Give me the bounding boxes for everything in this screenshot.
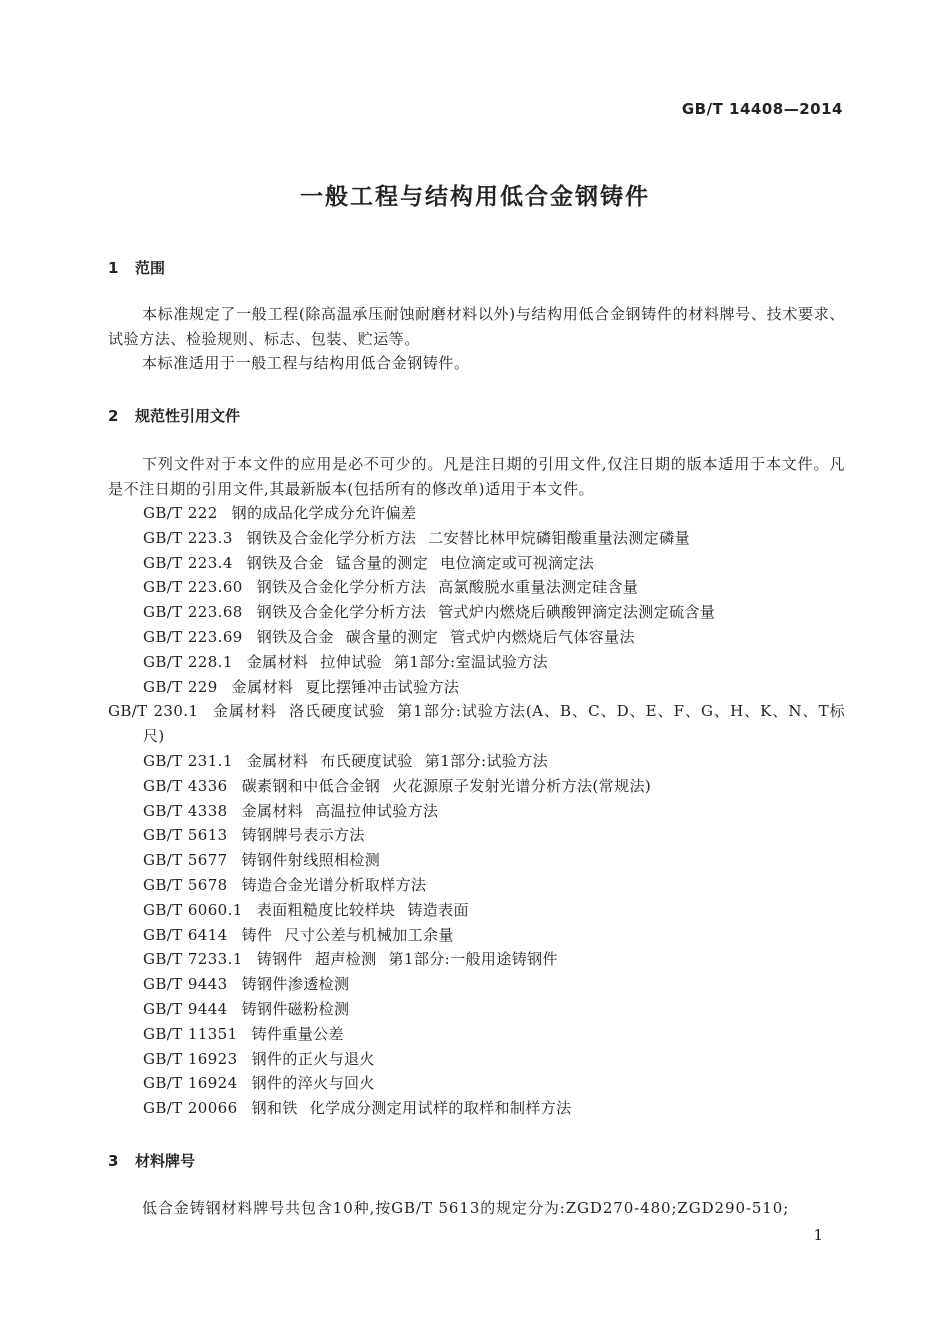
reference-title-part: 铸钢牌号表示方法 [241, 826, 365, 845]
reference-item [143, 823, 845, 848]
reference-code: GB/T 231.1 [143, 751, 233, 770]
reference-item [143, 1071, 845, 1096]
reference-title-part: 第1部分:试验方法(A、B、C、D、E、F、G、H、K、N、T标尺) [143, 702, 845, 746]
reference-title-part: 钢铁及合金化学分析方法 [246, 528, 417, 547]
reference-code: GB/T 6060.1 [143, 900, 243, 919]
reference-item [143, 650, 845, 675]
section-3-heading [108, 1150, 195, 1171]
reference-title-part: 铸钢件渗透检测 [241, 975, 350, 994]
reference-title-part: 铸造表面 [407, 900, 469, 919]
reference-code: GB/T 7233.1 [143, 950, 243, 969]
reference-title-part: 火花源原子发射光谱分析方法(常规法) [392, 776, 652, 795]
section-2-heading [108, 405, 240, 426]
reference-item [143, 997, 845, 1022]
reference-title-part: 铸钢件 [256, 950, 303, 969]
reference-item [143, 873, 845, 898]
reference-code: GB/T 5613 [143, 826, 228, 845]
reference-item [143, 575, 845, 600]
reference-title-part: 高氯酸脱水重量法测定硅含量 [438, 578, 639, 597]
reference-item [108, 699, 845, 749]
reference-title-part: 钢铁及合金化学分析方法 [256, 578, 427, 597]
reference-code: GB/T 11351 [143, 1024, 238, 1043]
standard-number: GB/T 14408—2014 [681, 100, 843, 118]
reference-title-part: 钢铁及合金 [256, 627, 334, 646]
reference-title-part: 金属材料 [212, 702, 278, 721]
reference-title-part: 碳含量的测定 [345, 627, 439, 646]
reference-code: GB/T 5678 [143, 875, 228, 894]
reference-title-part: 布氏硬度试验 [320, 751, 413, 770]
reference-title-part: 拉伸试验 [320, 652, 382, 671]
section-3-paragraph-1: 低合金铸钢材料牌号共包含10种,按GB/T 5613的规定分为:ZGD270-480;ZGD290-510; [142, 1199, 790, 1217]
section-number: 1 [108, 259, 119, 277]
reference-title-part: 第1部分:室温试验方法 [394, 652, 548, 671]
reference-title-part: 钢铁及合金 [246, 553, 324, 572]
reference-title-part: 金属材料 [241, 801, 304, 820]
reference-item [143, 551, 845, 576]
reference-title-part: 电位滴定或可视滴定法 [440, 553, 595, 572]
reference-title-part: 钢件的正火与退火 [251, 1049, 375, 1068]
reference-code: GB/T 9443 [143, 975, 228, 994]
reference-title-part: 化学成分测定用试样的取样和制样方法 [309, 1099, 572, 1118]
reference-code: GB/T 5677 [143, 851, 228, 870]
reference-title-part: 超声检测 [314, 950, 377, 969]
reference-item [143, 1047, 845, 1072]
section-title: 范围 [135, 259, 166, 277]
reference-item [143, 947, 845, 972]
reference-item [143, 972, 845, 997]
section-1-paragraph-1: 本标准规定了一般工程(除高温承压耐蚀耐磨材料以外)与结构用低合金钢铸件的材料牌号、技术要求、试验方法、检验规则、标志、包装、贮运等。 [108, 305, 845, 348]
reference-code: GB/T 16924 [143, 1074, 238, 1093]
section-title: 材料牌号 [135, 1152, 196, 1170]
normative-references-list [108, 501, 845, 1121]
reference-code: GB/T 223.68 [143, 603, 243, 622]
reference-title-part: 管式炉内燃烧后碘酸钾滴定法测定硫含量 [438, 603, 716, 622]
reference-item [143, 1022, 845, 1047]
reference-code: GB/T 223.4 [143, 553, 233, 572]
reference-title-part: 钢的成品化学成分允许偏差 [231, 504, 417, 522]
section-1-heading [108, 257, 165, 278]
reference-title-part: 锰含量的测定 [335, 553, 429, 572]
reference-item [143, 923, 845, 948]
reference-item [143, 600, 845, 625]
reference-title-part: 钢铁及合金化学分析方法 [256, 603, 427, 622]
reference-code: GB/T 9444 [143, 999, 228, 1018]
reference-title-part: 夏比摆锤冲击试验方法 [305, 677, 460, 696]
reference-title-part: 碳素钢和中低合金钢 [241, 776, 381, 795]
reference-title-part: 铸钢件射线照相检测 [241, 851, 381, 870]
section-number: 2 [108, 407, 119, 425]
reference-title-part: 金属材料 [231, 677, 294, 696]
reference-item [143, 501, 845, 526]
reference-title-part: 铸件重量公差 [251, 1024, 344, 1043]
reference-item [143, 675, 845, 700]
section-2-paragraph-1: 下列文件对于本文件的应用是必不可少的。凡是注日期的引用文件,仅注日期的版本适用于本文件。凡是不注日期的引用文件,其最新版本(包括所有的修改单)适用于本文件。 [108, 455, 845, 498]
page-number: 1 [813, 1226, 823, 1244]
section-number: 3 [108, 1152, 119, 1170]
reference-code: GB/T 223.60 [143, 578, 243, 597]
reference-title-part: 第1部分:一般用途铸钢件 [388, 950, 558, 969]
reference-code: GB/T 20066 [143, 1099, 238, 1118]
reference-code: GB/T 16923 [143, 1049, 238, 1068]
reference-item [143, 1096, 845, 1121]
reference-code: GB/T 230.1 [108, 702, 199, 721]
reference-item [143, 625, 845, 650]
reference-title-part: 铸钢件磁粉检测 [241, 999, 350, 1018]
reference-title-part: 钢件的淬火与回火 [251, 1074, 375, 1093]
reference-title-part: 铸件 [241, 925, 273, 944]
reference-code: GB/T 229 [143, 677, 218, 696]
reference-title-part: 管式炉内燃烧后气体容量法 [450, 627, 635, 646]
reference-code: GB/T 223.3 [143, 528, 233, 547]
reference-title-part: 表面粗糙度比较样块 [256, 900, 396, 919]
reference-title-part: 二安替比林甲烷磷钼酸重量法测定磷量 [428, 528, 690, 547]
reference-code: GB/T 223.69 [143, 627, 243, 646]
reference-code: GB/T 6414 [143, 925, 228, 944]
reference-title-part: 钢和铁 [251, 1099, 298, 1118]
reference-item [143, 848, 845, 873]
reference-code: GB/T 4336 [143, 776, 228, 795]
reference-item [143, 526, 845, 551]
reference-code: GB/T 228.1 [143, 652, 233, 671]
section-title: 规范性引用文件 [135, 407, 241, 425]
reference-title-part: 金属材料 [246, 751, 309, 770]
reference-title-part: 高温拉伸试验方法 [315, 801, 439, 820]
reference-item [143, 774, 845, 799]
reference-title-part: 铸造合金光谱分析取样方法 [241, 875, 427, 894]
reference-item [143, 898, 845, 923]
reference-title-part: 尺寸公差与机械加工余量 [284, 925, 454, 944]
reference-item [143, 749, 845, 774]
reference-title-part: 金属材料 [246, 652, 309, 671]
reference-code: GB/T 222 [143, 504, 218, 522]
section-1-paragraph-2: 本标准适用于一般工程与结构用低合金钢铸件。 [142, 354, 470, 372]
reference-title-part: 洛氏硬度试验 [289, 702, 386, 721]
reference-item [143, 799, 845, 824]
document-title: 一般工程与结构用低合金钢铸件 [300, 184, 650, 210]
reference-title-part: 第1部分:试验方法 [424, 751, 548, 770]
reference-code: GB/T 4338 [143, 801, 228, 820]
